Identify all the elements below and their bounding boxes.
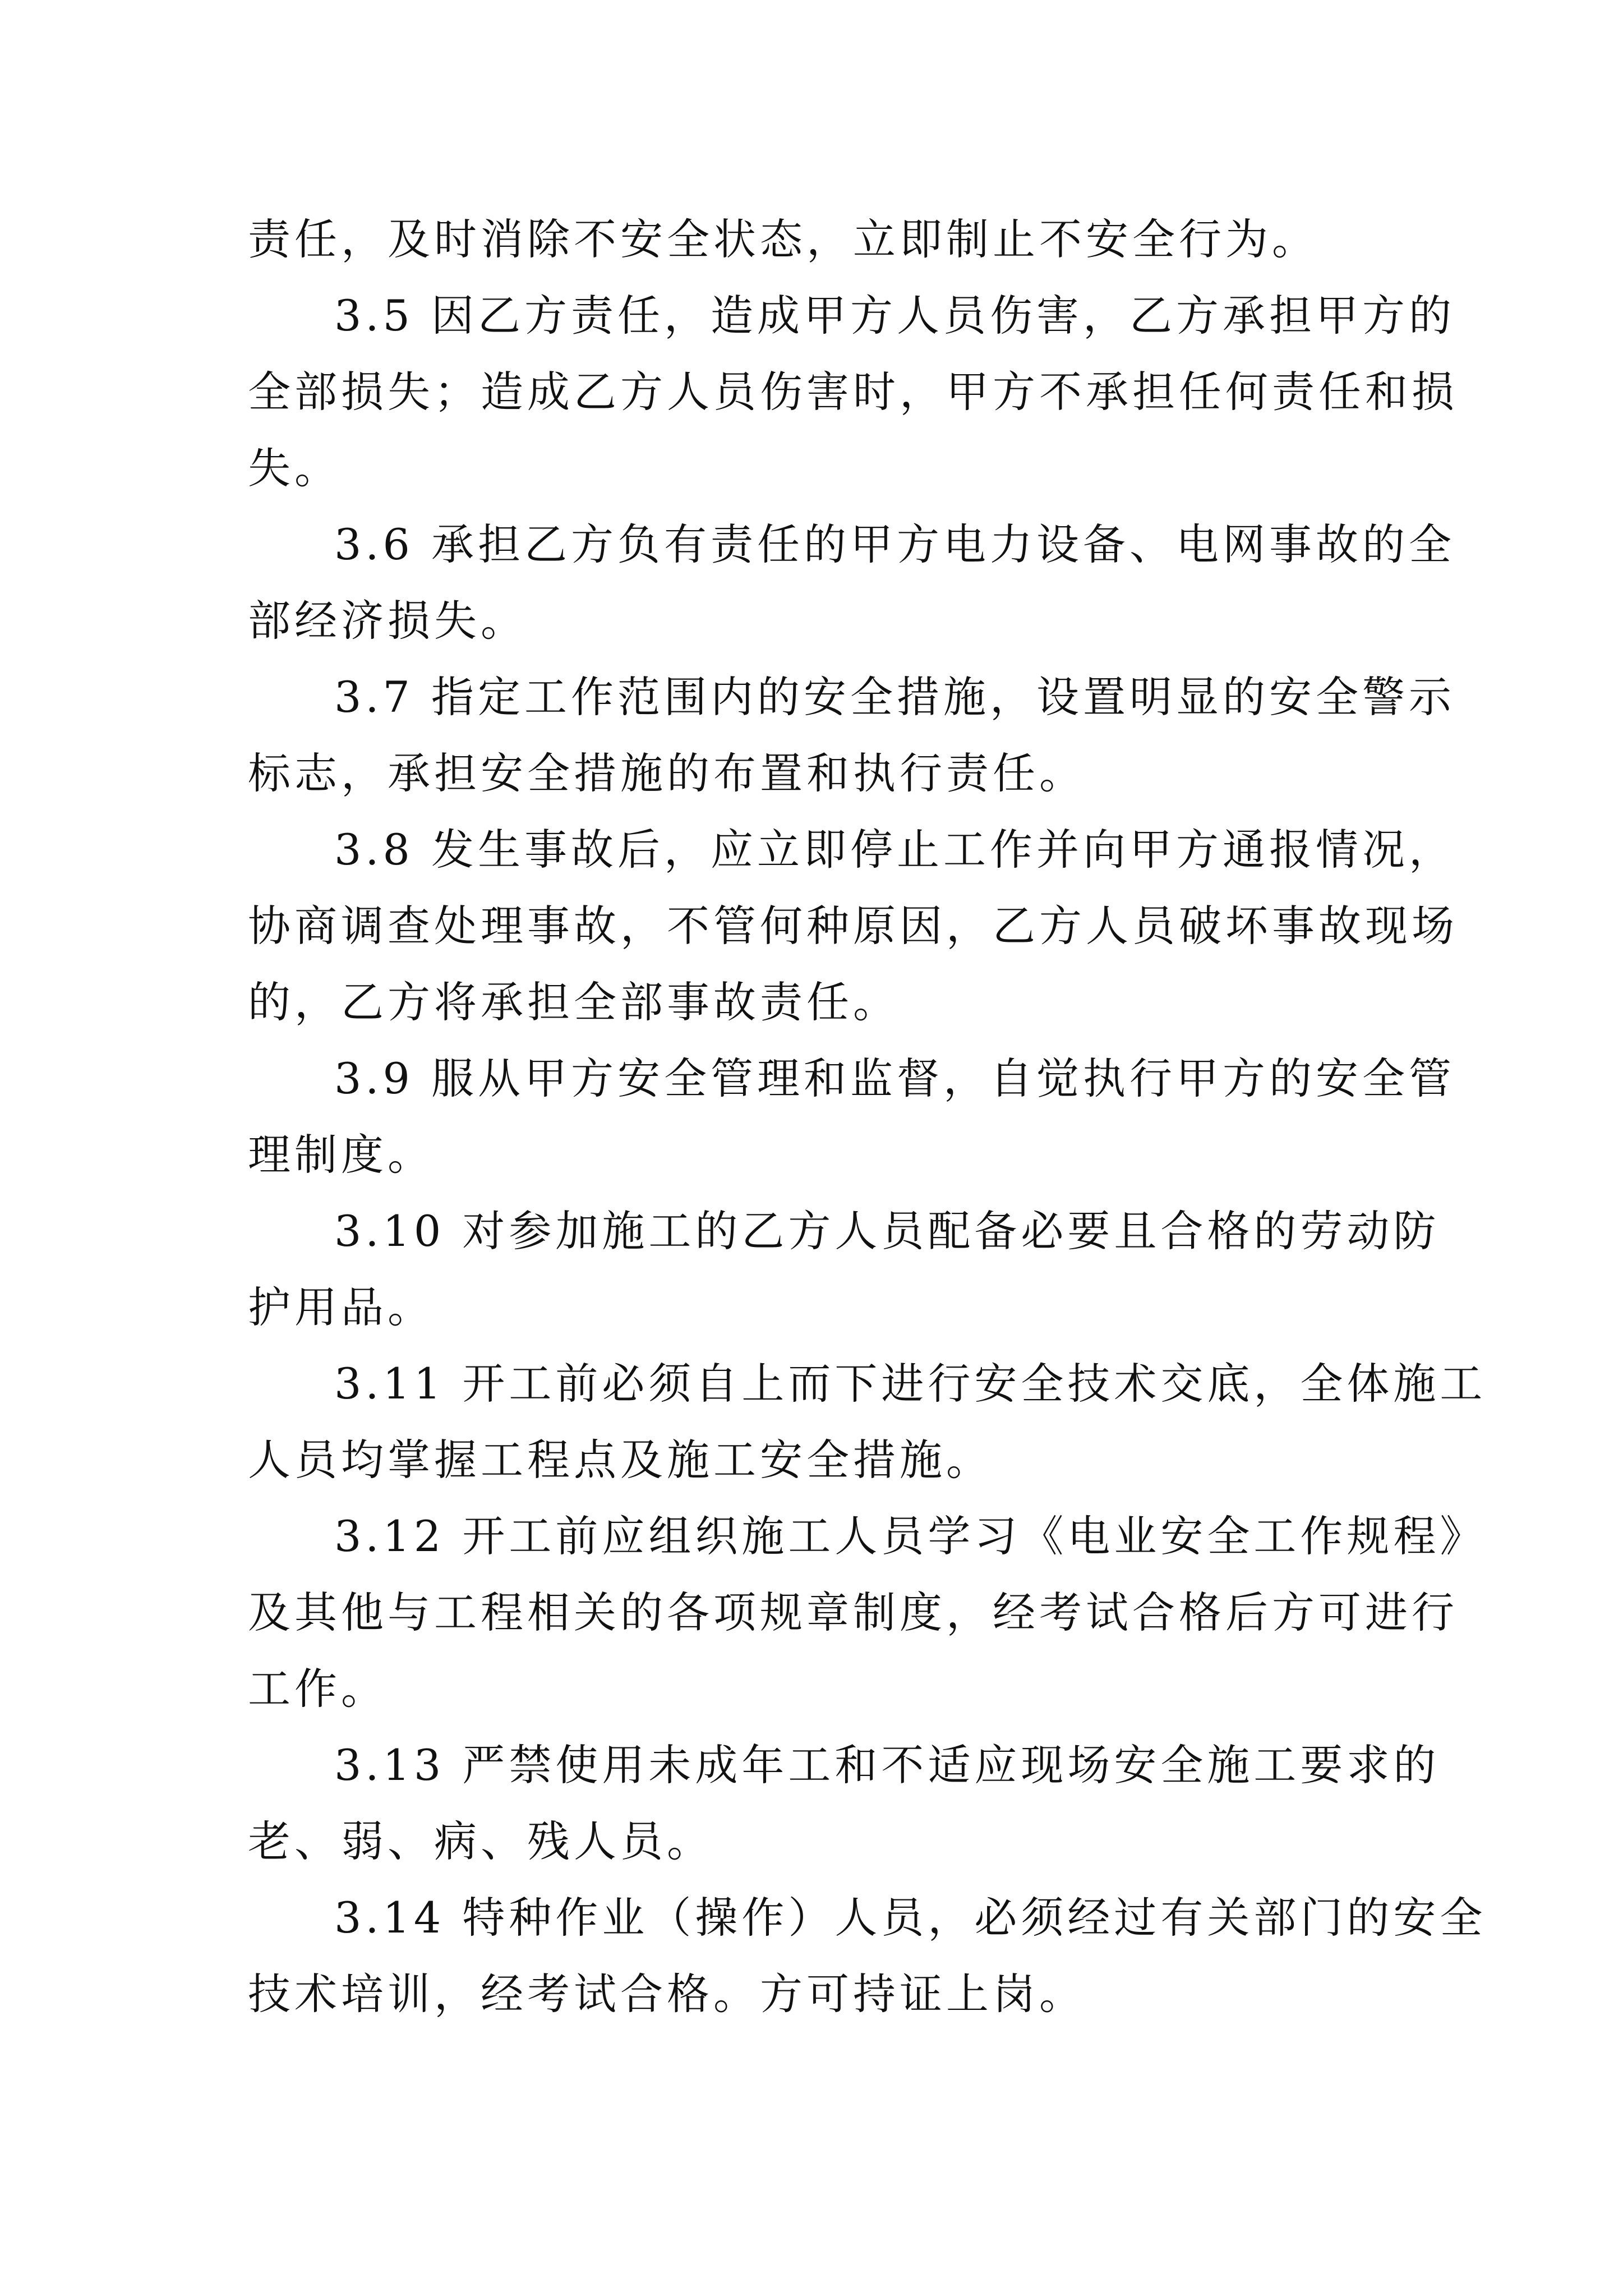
text-line: 全部损失；造成乙方人员伤害时，甲方不承担任何责任和损 xyxy=(248,367,1458,417)
clause-3-13-line: 3.13 严禁使用未成年工和不适应现场安全施工要求的 xyxy=(334,1740,1440,1790)
text-line: 人员均掌握工程点及施工安全措施。 xyxy=(248,1435,993,1485)
text-line: 技术培训，经考试合格。方可持证上岗。 xyxy=(248,1969,1086,2019)
clause-3-6-line: 3.6 承担乙方负有责任的甲方电力设备、电网事故的全 xyxy=(334,519,1456,569)
text-line: 及其他与工程相关的各项规章制度，经考试合格后方可进行 xyxy=(248,1588,1458,1637)
clause-3-9-line: 3.9 服从甲方安全管理和监督，自觉执行甲方的安全管 xyxy=(334,1053,1456,1103)
text-line: 协商调查处理事故，不管何种原因，乙方人员破坏事故现场 xyxy=(248,901,1458,951)
text-line: 失。 xyxy=(248,443,341,493)
text-line: 护用品。 xyxy=(248,1282,434,1332)
text-line: 部经济损失。 xyxy=(248,596,527,646)
clause-3-14-line: 3.14 特种作业（操作）人员，必须经过有关部门的安全 xyxy=(334,1893,1487,1943)
text-line: 责任，及时消除不安全状态，立即制止不安全行为。 xyxy=(248,214,1318,264)
clause-3-12-line: 3.12 开工前应组织施工人员学习《电业安全工作规程》 xyxy=(334,1511,1487,1561)
clause-3-11-line: 3.11 开工前必须自上而下进行安全技术交底，全体施工 xyxy=(334,1359,1487,1409)
clause-3-7-line: 3.7 指定工作范围内的安全措施，设置明显的安全警示 xyxy=(334,672,1456,722)
clause-3-5-line: 3.5 因乙方责任，造成甲方人员伤害，乙方承担甲方的 xyxy=(334,291,1456,341)
clause-3-8-line: 3.8 发生事故后，应立即停止工作并向甲方通报情况， xyxy=(334,825,1456,875)
text-line: 工作。 xyxy=(248,1664,388,1714)
text-line: 标志，承担安全措施的布置和执行责任。 xyxy=(248,748,1086,798)
clause-3-10-line: 3.10 对参加施工的乙方人员配备必要且合格的劳动防 xyxy=(334,1206,1440,1256)
text-line: 理制度。 xyxy=(248,1130,434,1180)
text-line: 的，乙方将承担全部事故责任。 xyxy=(248,977,900,1027)
text-line: 老、弱、病、残人员。 xyxy=(248,1816,713,1866)
